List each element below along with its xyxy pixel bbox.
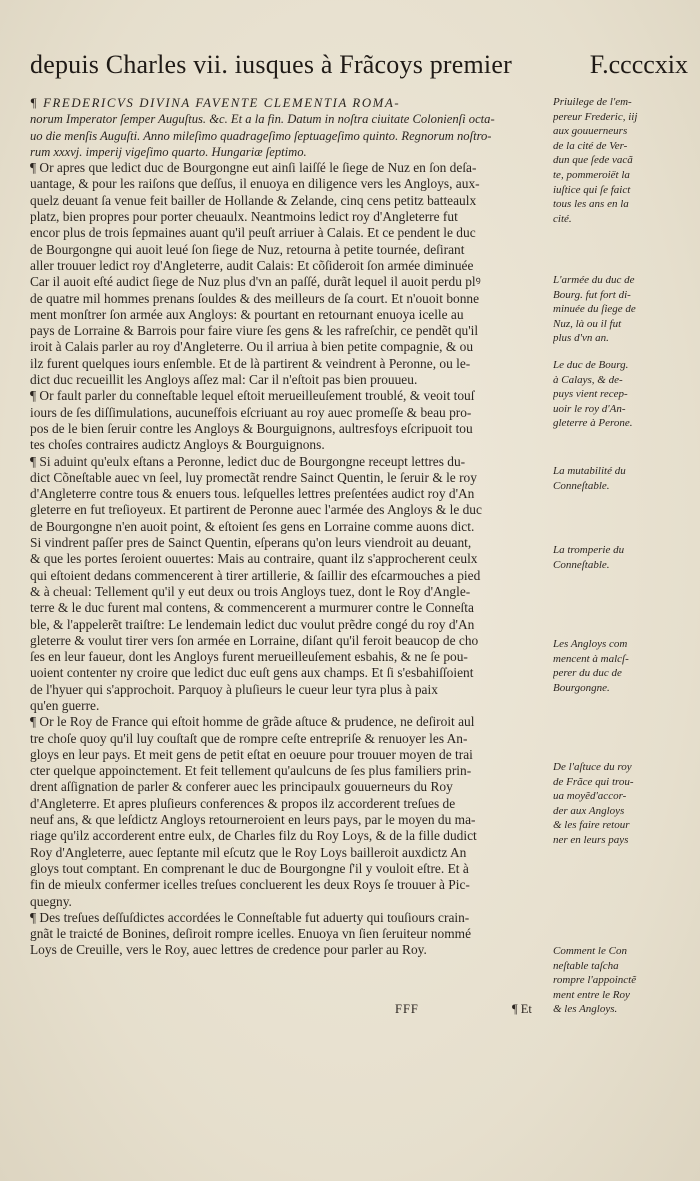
text-line: ment monſtrer ſon armée aux Angloys: & pourtant en retournant enuoya icelle au [30,306,464,322]
text-line: ſes en leur faueur, dont les Angloys furent merueilleuſement esbahis, & ne ſe pou- [30,649,468,665]
margin-note-line: cité. [553,212,572,225]
text-line: ¶ Or apres que ledict duc de Bourgongne eut ainſi laiſſé le ſiege de Nuz en ſon deſa- [30,160,477,176]
margin-note-line: Conneſtable. [553,479,610,492]
margin-note-line: Bourgongne. [553,681,610,694]
text-line: cter quelque appoinctement. Et feit tellement qu'aulcuns de ſes plus familiers prin- [30,763,472,779]
margin-note-line: L'armée du duc de [553,274,635,286]
margin-note-line: neſtable taſcha [553,959,619,972]
margin-note [553,760,693,848]
margin-note-line: de Frãce qui trou- [553,775,634,788]
text-line: qui eſtoient dedans commencerent à tirer artillerie, & ſaillir des eſcarmouches a pied [30,567,481,583]
catchword: ¶ Et [512,1002,532,1016]
text-line: Roy d'Angleterre, auec ſeptante mil eſcutz que le Roy Loys bailleroit auxdictz An [30,844,467,860]
margin-note-line: Conneſtable. [553,558,610,571]
margin-note-line: aux gouuerneurs [553,125,628,138]
margin-note [553,358,693,431]
text-line: dict Cõneſtable auec vn ſeel, luy promectãt rendre Sainct Quentin, le ſeruir & le roy [30,469,477,485]
text-line: qu'en guerre. [30,697,100,713]
margin-note-line: rompre l'appoinctẽ [553,974,637,987]
margin-note-line: Priuilege de l'em- [553,96,632,108]
signature-mark: FFF [395,1002,419,1016]
margin-note-line: La mutabilité du [553,465,626,477]
text-line: ¶ Or fault parler du conneſtable lequel eſtoit merueilleuſement troublé, & veoit touſ [30,388,475,404]
margin-note [553,95,693,226]
text-line: aller trouuer ledict roy d'Angleterre, audit Calais: Et cõſideroit ſon armée diminuée [30,257,474,273]
margin-note-line: mencent à malcſ- [553,652,629,665]
text-line: quelz deuant ſa venue feit bailler de Hollande & Zelande, cinq cens petitz batteaulx [30,192,477,208]
text-line: iroit à Calais parler au roy d'Angleterre. Ou il arriua à bien petite compagnie, & ou [30,339,474,355]
margin-note-line: à Calays, & de- [553,373,623,386]
text-line: de l'hyuer qui s'approchoit. Parquoy à pluſieurs le cueur leur tyra plus à paix [30,681,438,697]
text-line: de quatre mil hommes prenans ſouldes & des meilleurs de ſa court. Et n'ouoit bonne [30,290,480,306]
margin-note-line: dun que ſede vacã [553,154,633,167]
page-footer [30,1002,550,1022]
margin-note-line: Comment le Con [553,945,627,957]
margin-note-line: La tromperie du [553,544,625,556]
margin-note [553,543,693,572]
text-line: ilz furent quelques iours enſemble. Et de là partirent & veindrent à Peronne, ou le- [30,355,471,371]
text-line: ¶ Des treſues deſſuſdictes accordées le Conneſtable fut aduerty qui touſiours crain- [30,909,470,925]
margin-note-line: plus d'vn an. [553,332,609,345]
text-line: gleterre & voulut tirer vers ſon armée en Lorraine, diſant qu'il feroit beaucop de cho [30,632,479,648]
text-line: de Bourgongne qui auoit leué ſon ſiege de Nuz, retourna à petite tournée, deſirant [30,241,465,257]
text-line: gloys tout comptant. En comprenant le duc de Bourgongne ſ'il y vouloit eſtre. Et à [30,860,469,876]
text-line: Car il auoit eſté audict ſiege de Nuz plus d'vn an paſſé, durãt lequel il auoit perdu plꝰ [30,274,481,290]
margin-note-line: iuſtice qui ſe faict [553,183,631,196]
text-line: encor plus de trois ſepmaines auant qu'il peuſt arriuer à Calais. Et ce pendent le duc [30,225,476,241]
margin-note-line: ment entre le Roy [553,988,630,1001]
text-line: gleterre en fut treſioyeux. Et partirent de Peronne auec l'armée des Angloys & le duc [30,502,482,518]
main-text-column [30,95,550,959]
text-line: quegny. [30,893,72,909]
margin-note [553,944,693,1017]
margin-note-line: Bourg. fut fort di- [553,288,631,301]
margin-note-line: minuée du ſiege de [553,303,636,316]
text-line: neuf ans, & que leſdictz Angloys retourneroient en leurs pays, par le moyen du ma- [30,812,476,828]
text-line: uo die menſis Auguſti. Anno mileſimo quadrageſimo ſeptuageſimo quinto. Regnorum noſtro- [30,128,492,143]
text-line: ¶ Si aduint qu'eulx eſtans a Peronne, ledict duc de Bourgongne receupt lettres du- [30,453,466,469]
text-line: de Bourgongne n'en auoit point, & eſtoient ſes gens en Lorraine comme auons dict. [30,518,475,534]
margin-note [553,464,693,493]
margin-note-line: pereur Frederic, iij [553,110,638,123]
text-line: & que les portes ſeroient ouuertes: Mais au contraire, quant ilz s'approcherent ceulx [30,551,478,567]
text-line: gloys en leur pays. Et meit gens de petit eſtat en oeuure pour trouuer moyen de trai [30,746,473,762]
text-line: riage qu'ilz accorderent entre eulx, de Charles filz du Roy Loys, & de la fille dudict [30,828,477,844]
text-line: fin de mieulx confermer icelles treſues concluerent les deux Roys ſe trouuer à Pic- [30,877,470,893]
margin-note-line: puys vient recep- [553,388,628,401]
text-line: tre choſe quoy qu'il luy couſtaſt que de rompre ceſte entrepriſe & renuoyer les An- [30,730,468,746]
text-line: d'Angleterre. Et apres pluſieurs conferences & propos ilz accorderent treſues de [30,795,456,811]
page-header [30,50,690,92]
text-line: tes choſes contraires audictz Angloys & Bourguignons. [30,437,325,453]
margin-note-line: de la cité de Ver- [553,139,628,152]
margin-note-line: te, pommeroiët la [553,168,630,181]
text-line: uantage, & pour les raiſons que deſſus, il enuoya en diligence vers les Angloys, aux- [30,176,480,192]
margin-note-line: & les faire retour [553,819,630,832]
text-line: Si vindrent paſſer pres de Sainct Quentin, eſperans qu'on leurs viendroit au deuant, [30,535,472,551]
text-line: ¶ FREDERICVS DIVINA FAVENTE CLEMENTIA ROMA- [30,96,401,110]
margin-note-line: tous les ans en la [553,198,629,211]
running-title: depuis Charles vii. iusques à Frãcoys premier [30,50,512,79]
text-line: & à cheual: Tellement qu'il y eut deux ou trois Angloys tuez, dont le Roy d'Angle- [30,583,471,599]
text-line: drent aſſignation de parler & conferer auec les principaulx gouuerneurs du Roy [30,779,453,795]
text-line: terre & le duc furent mal contens, & commencerent a murmurer contre le Conneſta [30,600,474,616]
text-line: Loys de Creuille, vers le Roy, auec lettres de credence pour parler au Roy. [30,942,427,958]
text-line: rum xxxvj. imperij vigeſimo quarto. Hungariæ ſeptimo. [30,144,307,159]
text-line: norum Imperator ſemper Auguſtus. &c. Et a la fin. Datum in noſtra ciuitate Colonienſi octa- [30,112,495,127]
margin-note-line: perer du duc de [553,667,622,680]
margin-note-line: De l'aſtuce du roy [553,761,632,773]
margin-note-line: uoir le roy d'An- [553,402,626,415]
margin-note-line: der aux Angloys [553,804,625,817]
margin-note-line: ua moyẽd'accor- [553,790,627,803]
text-line: pos de le bien ſeruir contre les Angloys & Bourguignons, aultresfoys eſcripuoit tou [30,420,473,436]
text-line: platz, bien propres pour porter cheuaulx. Neantmoins ledict roy d'Angleterre fut [30,209,458,225]
text-line: ¶ Or le Roy de France qui eſtoit homme de grãde aſtuce & prudence, ne deſiroit aul [30,714,475,730]
margin-note [553,273,693,346]
margin-note-line: Les Angloys com [553,638,628,650]
margin-note-line: Nuz, là ou il fut [553,317,622,330]
text-line: dict duc recueillit les Angloys aſſez mal: Car il n'eſtoit pas bien prouueu. [30,372,418,388]
text-line: d'Angleterre contre tous & enuers tous. leſquelles lettres preſentées audict roy d'An [30,486,475,502]
margin-note-line: & les Angloys. [553,1003,618,1016]
margin-note-line: ner en leurs pays [553,833,629,846]
margin-note-line: gleterre à Perone. [553,417,633,430]
text-line: iours de ſes diſſimulations, aucuneſfois eſcriuant au roy auec promeſſe & beau pro- [30,404,472,420]
text-line: uoient contenter ny croire que ledict duc euſt gens aux champs. Et ſi s'esbahiſſoient [30,665,474,681]
margin-note-line: Le duc de Bourg. [553,359,629,371]
margin-note [553,637,693,695]
folio-number: F.ccccxix [589,50,688,79]
text-line: ble, & l'appelerẽt traiſtre: Le lendemain ledict duc voulut prẽdre congé du roy d'An [30,616,475,632]
text-line: gnãt le traicté de Bonines, deſiroit rompre icelles. Enuoya vn ſien ſeruiteur nommé [30,926,472,942]
text-line: pays de Lorraine & Barrois pour faire viure ſes gens & les rafreſchir, ce pendẽt qu'il [30,323,479,339]
